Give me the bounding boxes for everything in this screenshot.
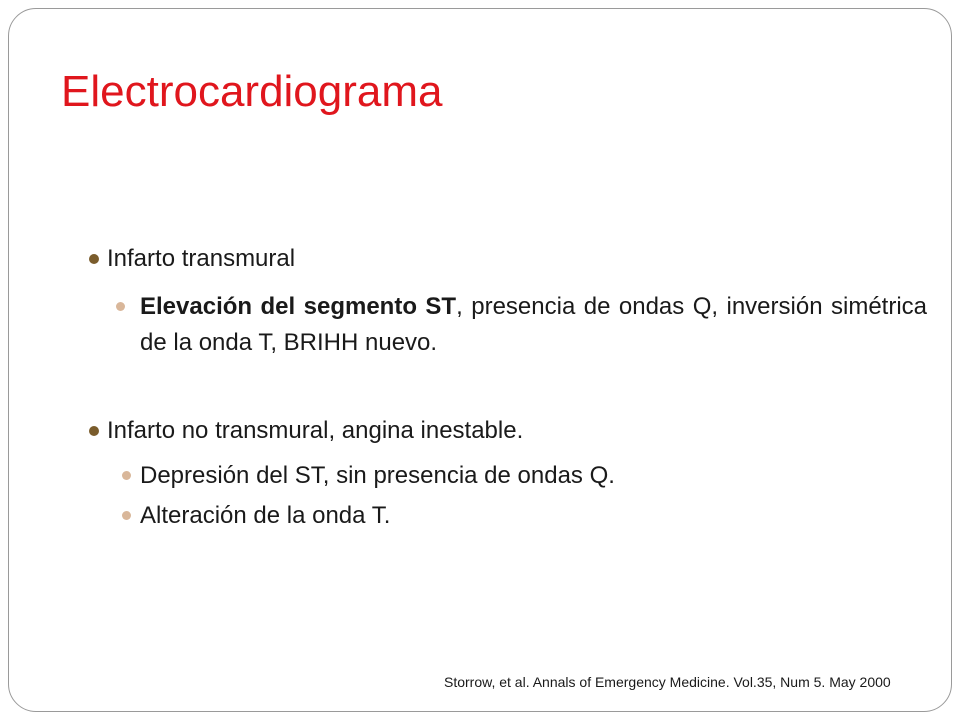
sub-bullet-depresion-st [140, 459, 615, 493]
sub-bullet-marker [122, 511, 131, 520]
sub-bullet-bold-text: Elevación del segmento ST [140, 293, 457, 320]
bullet-text: Infarto transmural [107, 245, 296, 272]
bullet-marker [89, 254, 99, 264]
slide [8, 8, 952, 712]
bullet-infarto-no-transmural [107, 417, 523, 445]
sub-bullet-marker [122, 471, 131, 480]
bullet-infarto-transmural [107, 245, 295, 273]
slide-title: Electrocardiograma [61, 67, 443, 116]
sub-bullet-text: Alteración de la onda T. [140, 502, 391, 529]
bullet-text: Infarto no transmural, angina inestable. [107, 417, 524, 444]
sub-bullet-elevacion-st [140, 289, 927, 361]
sub-bullet-alteracion-t [140, 499, 390, 533]
citation: Storrow, et al. Annals of Emergency Medicine. Vol.35, Num 5. May 2000 [444, 674, 891, 690]
sub-bullet-text: Depresión del ST, sin presencia de ondas Q. [140, 462, 615, 489]
bullet-marker [89, 426, 99, 436]
sub-bullet-marker [116, 302, 125, 311]
sub-bullet-text: , presencia de ondas Q, inversión simétrica de la onda T, BRIHH nuevo. [140, 293, 928, 356]
